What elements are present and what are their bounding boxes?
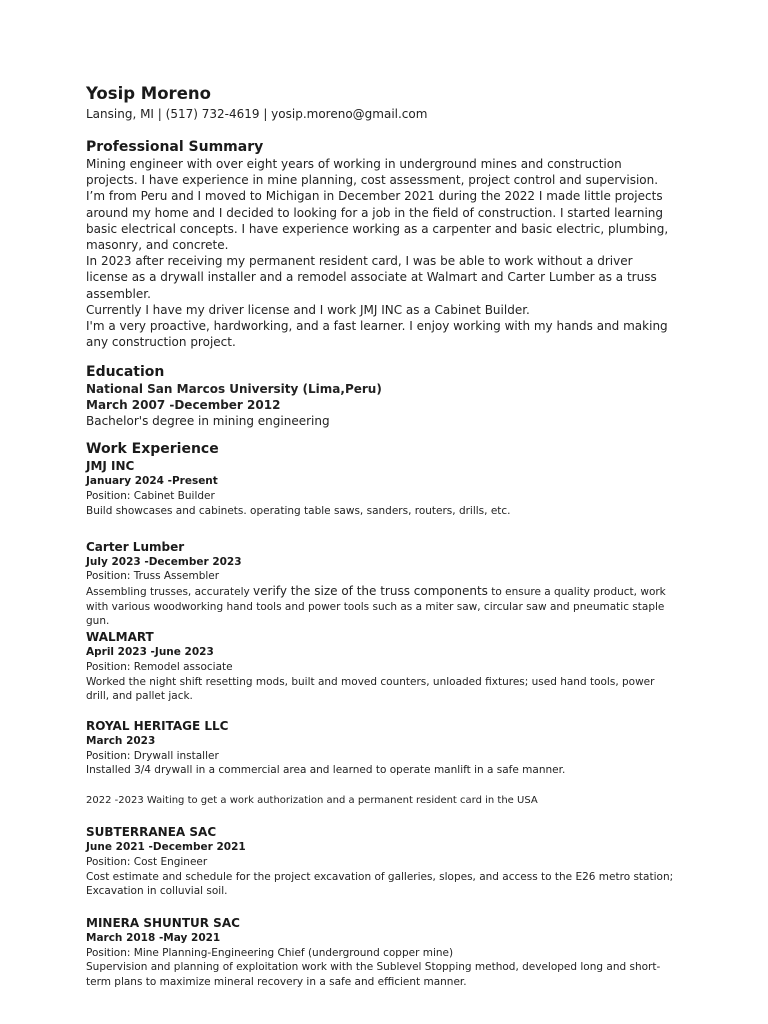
- education-degree: Bachelor's degree in mining engineering: [86, 414, 330, 429]
- job-description-part: verify the size of the truss components: [253, 583, 488, 598]
- job-company: Carter Lumber: [86, 539, 185, 554]
- job-dates: March 2018 -May 2021: [86, 932, 221, 945]
- contact-line: Lansing, MI | (517) 732-4619 | yosip.moreno@gmail.com: [86, 107, 428, 121]
- education-dates: March 2007 -December 2012: [86, 398, 281, 413]
- job-description: Installed 3/4 drywall in a commercial area and learned to operate manlift in a safe manner.: [86, 764, 566, 777]
- job-dates: April 2023 -June 2023: [86, 646, 214, 659]
- job-entry-walmart: [86, 629, 676, 704]
- job-description-part: Assembling trusses, accurately: [86, 585, 254, 598]
- summary-body: [86, 156, 676, 350]
- job-description: Cost estimate and schedule for the project excavation of galleries, slopes, and access to the E26 metro station; Excavation in colluvial soil.: [86, 870, 674, 898]
- job-dates: March 2023: [86, 735, 156, 748]
- education-school: National San Marcos University (Lima,Peru): [86, 382, 382, 397]
- resume-content: [86, 84, 676, 990]
- job-position: Position: Truss Assembler: [86, 570, 220, 583]
- job-company: ROYAL HERITAGE LLC: [86, 719, 229, 734]
- education-heading: Education: [86, 364, 165, 381]
- job-company: SUBTERRANEA SAC: [86, 825, 217, 840]
- summary-heading: Professional Summary: [86, 139, 264, 155]
- job-position: Position: Remodel associate: [86, 660, 233, 673]
- summary-paragraph: Currently I have my driver license and I work JMJ INC as a Cabinet Builder.: [86, 302, 530, 317]
- job-company: WALMART: [86, 630, 154, 645]
- job-position: Position: Drywall installer: [86, 749, 219, 762]
- job-description: [86, 584, 676, 629]
- job-description: Build showcases and cabinets. operating table saws, sanders, routers, drills, etc.: [86, 504, 511, 517]
- job-position: Position: Cabinet Builder: [86, 489, 215, 502]
- job-entry-minera-shuntur: [86, 915, 676, 990]
- job-description: Supervision and planning of exploitation work with the Sublevel Stopping method, developed long and short-term plans to maximize mineral recovery in a safe and efficient manner.: [86, 961, 661, 989]
- job-company: MINERA SHUNTUR SAC: [86, 916, 240, 931]
- job-position: Position: Cost Engineer: [86, 855, 208, 868]
- candidate-name: Yosip Moreno: [86, 84, 211, 103]
- job-description-part: to ensure a quality product, work with various woodworking hand tools and power tools such as a miter saw, circular saw and pneumatic staple gun.: [86, 585, 666, 628]
- summary-paragraph: Mining engineer with over eight years of working in underground mines and construction projects. I have experience in mine planning, cost assessment, project control and supervision.: [86, 157, 659, 188]
- job-entry-jmj: [86, 458, 676, 518]
- job-dates: June 2021 -December 2021: [86, 841, 246, 854]
- summary-paragraph: I’m from Peru and I moved to Michigan in December 2021 during the 2022 I made little projects around my home and I decided to looking for a job in the field of construction. I started learning basic electrical concepts. I have experience working as a carpenter and basic electric, plumbing, masonry, and concrete.: [86, 189, 669, 253]
- job-position: Position: Mine Planning-Engineering Chief (underground copper mine): [86, 946, 454, 959]
- job-entry-carter: [86, 539, 676, 630]
- job-entry-royal-heritage: [86, 718, 676, 778]
- job-entry-subterranea: [86, 824, 676, 899]
- job-dates: January 2024 -Present: [86, 475, 218, 488]
- summary-paragraph: In 2023 after receiving my permanent resident card, I was be able to work without a driver license as a drywall installer and a remodel associate at Walmart and Carter Lumber as a truss assembler.: [86, 254, 657, 301]
- employment-gap-note: 2022 -2023 Waiting to get a work authorization and a permanent resident card in the USA: [86, 795, 538, 807]
- job-company: JMJ INC: [86, 459, 135, 474]
- work-heading: Work Experience: [86, 441, 219, 458]
- job-dates: July 2023 -December 2023: [86, 555, 242, 568]
- summary-paragraph: I'm a very proactive, hardworking, and a fast learner. I enjoy working with my hands and making any construction project.: [86, 319, 668, 350]
- job-description: Worked the night shift resetting mods, built and moved counters, unloaded fixtures; used hand tools, power drill, and pallet jack.: [86, 675, 655, 703]
